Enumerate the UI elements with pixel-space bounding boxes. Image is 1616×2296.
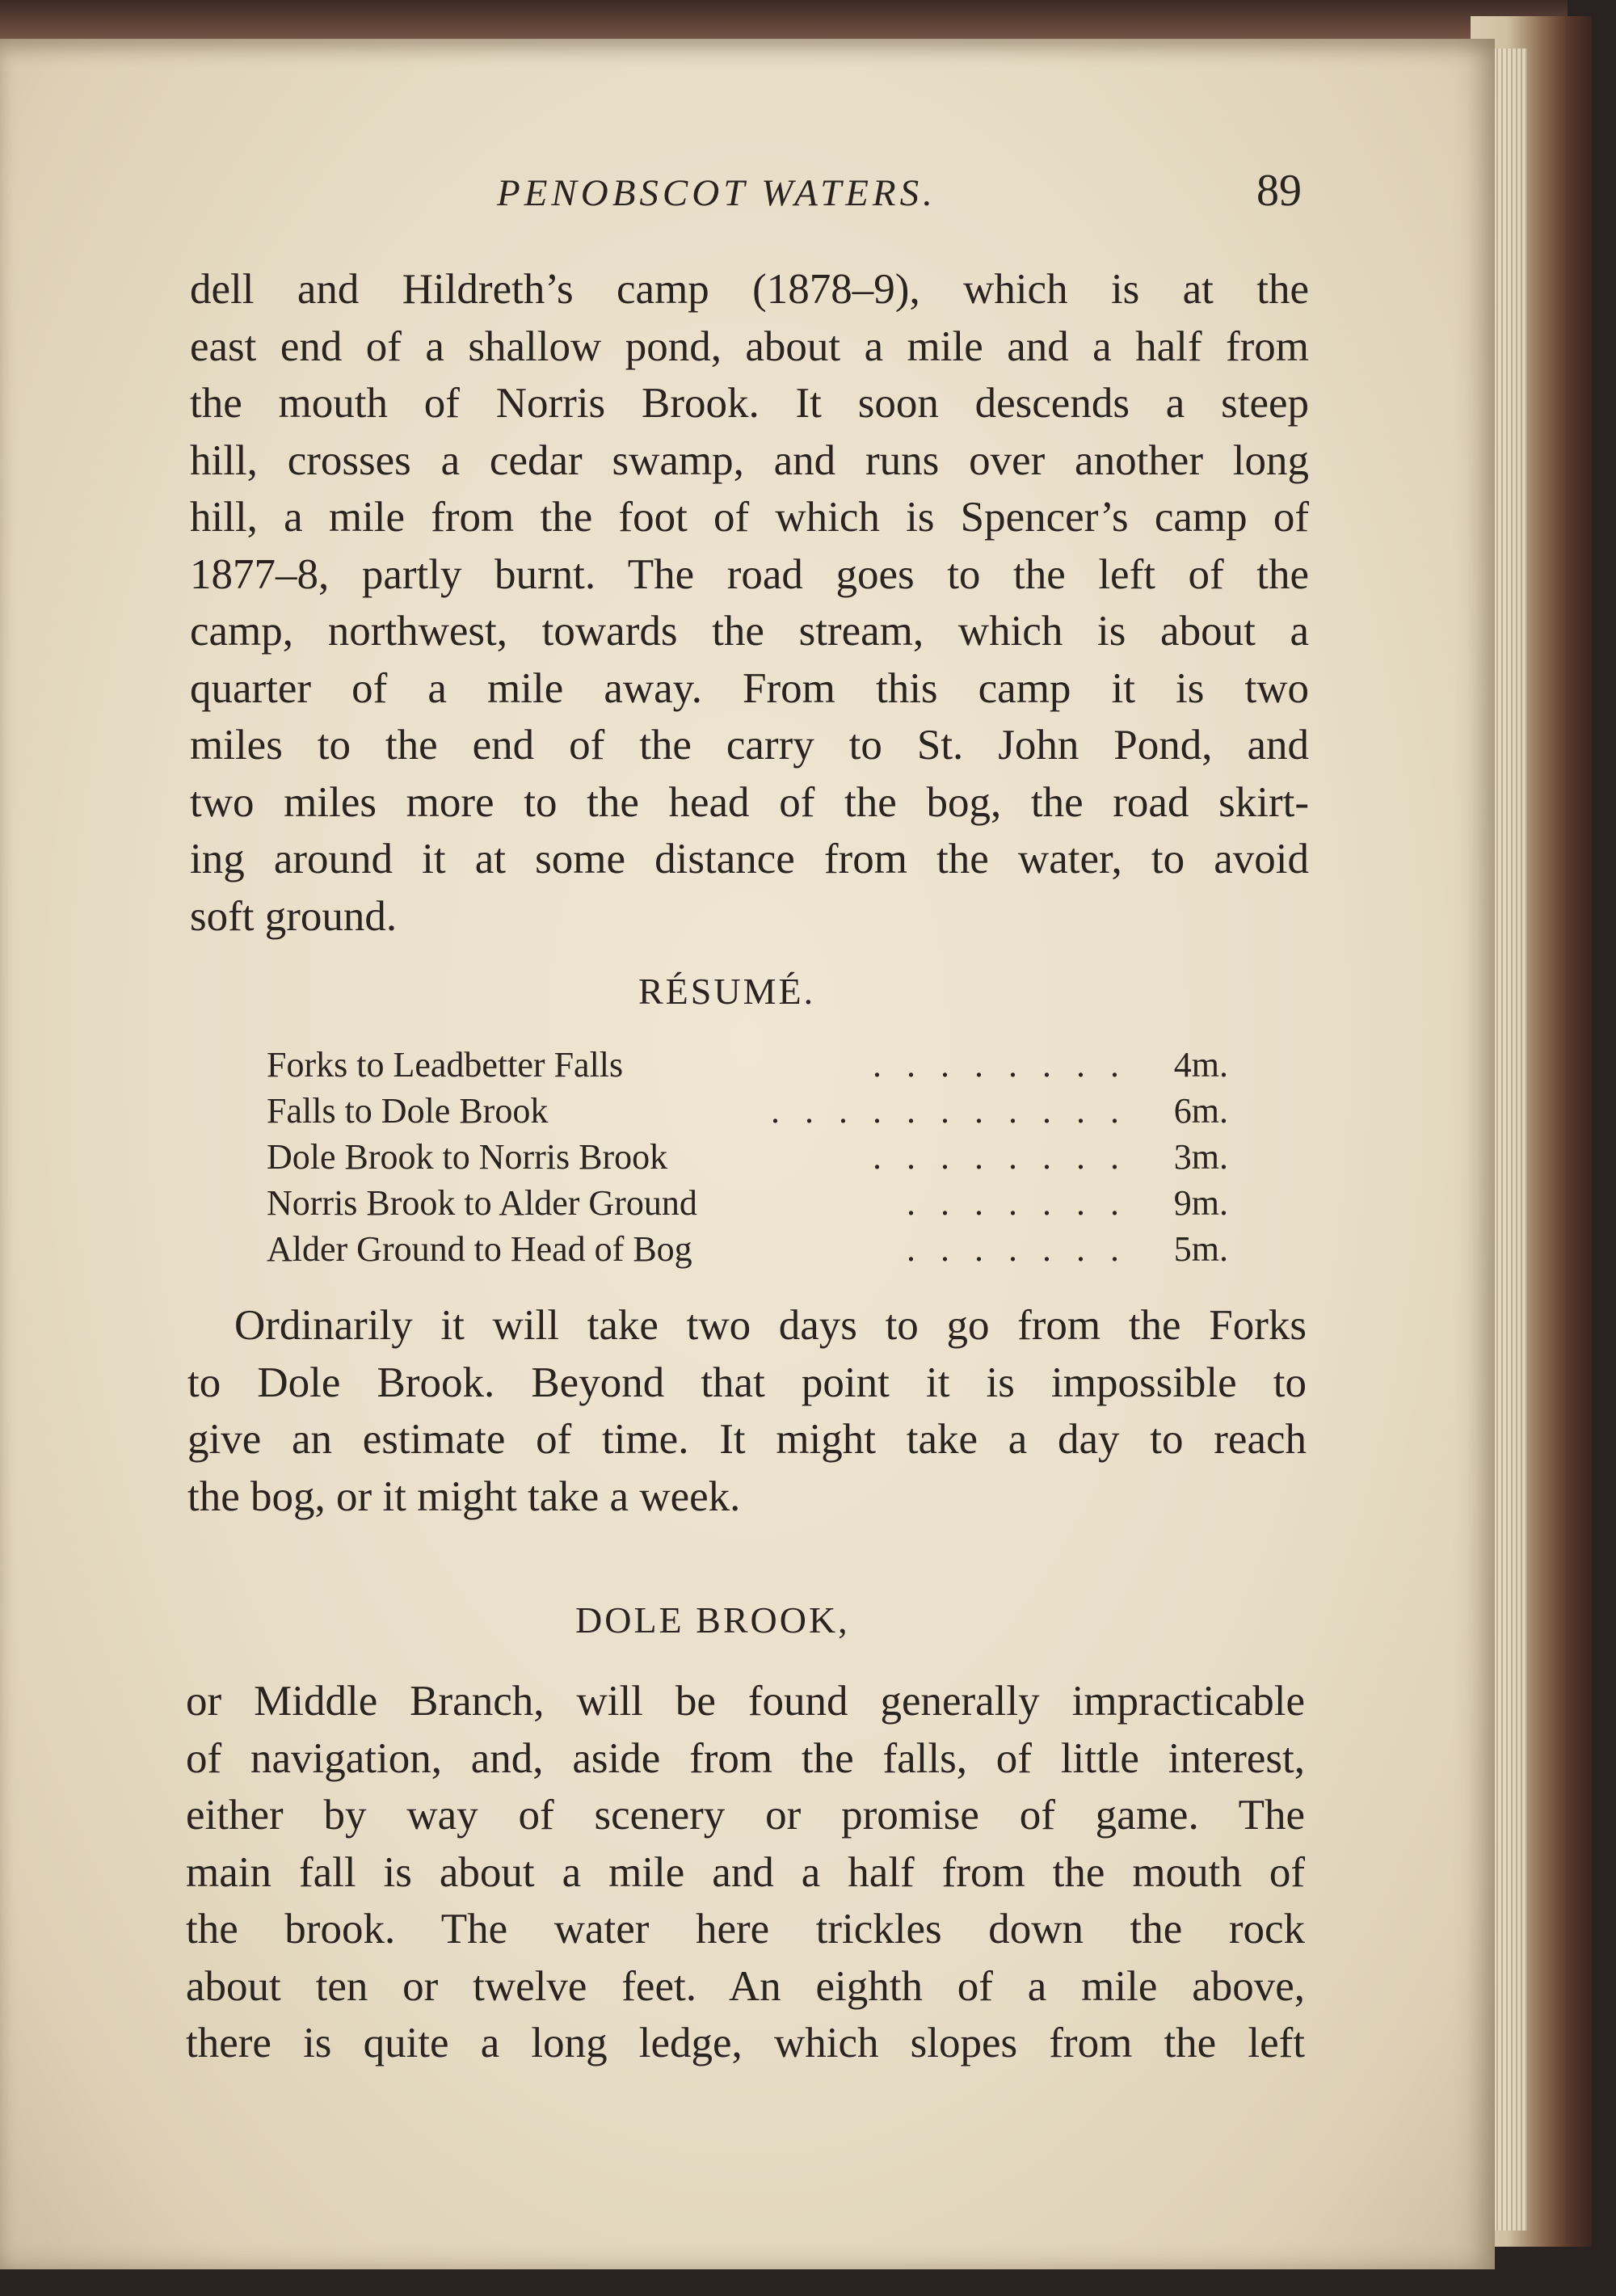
leader-dots: . . . . . . . [907, 1183, 1127, 1223]
text-line: 1877–8, partly burnt. The road goes to the left of the [190, 550, 1309, 598]
text-line: about ten or twelve feet. An eighth of a mile above, [186, 1962, 1305, 2010]
resume-row [267, 1090, 1228, 1136]
resume-route: Forks to Leadbetter Falls [267, 1045, 624, 1085]
resume-row [267, 1136, 1228, 1182]
resume-table [267, 1044, 1228, 1274]
text-line: quarter of a mile away. From this camp it is two [190, 664, 1309, 712]
leader-dots: . . . . . . . . [873, 1137, 1127, 1177]
resume-route: Alder Ground to Head of Bog [267, 1229, 692, 1269]
running-head: PENOBSCOT WATERS. [497, 172, 936, 214]
leader-dots: . . . . . . . [907, 1229, 1127, 1269]
paragraph-3 [186, 1673, 1305, 2072]
text-line: Ordinarily it will take two days to go from the Forks [234, 1302, 1307, 1349]
text-line: the mouth of Norris Brook. It soon descends a steep [190, 380, 1309, 427]
resume-row [267, 1044, 1228, 1090]
text-line: two miles more to the head of the bog, the road skirt- [190, 778, 1309, 826]
resume-distance: 9m. [1173, 1183, 1228, 1223]
text-line: east end of a shallow pond, about a mile and a half from [190, 322, 1309, 370]
resume-route: Falls to Dole Brook [267, 1091, 549, 1131]
resume-route: Norris Brook to Alder Ground [267, 1183, 697, 1223]
text-line: the bog, or it might take a week. [187, 1472, 741, 1520]
text-line: camp, northwest, towards the stream, which is about a [190, 608, 1309, 655]
paragraph-1 [190, 261, 1309, 945]
text-line: main fall is about a mile and a half from the mouth of [186, 1848, 1305, 1896]
leader-dots: . . . . . . . . . . . [771, 1091, 1127, 1131]
text-line: hill, crosses a cedar swamp, and runs over another long [190, 436, 1309, 484]
text-line: there is quite a long ledge, which slopes from the left [186, 2020, 1305, 2066]
paragraph-2 [187, 1297, 1307, 1525]
text-line: give an estimate of time. It might take a day to reach [187, 1416, 1307, 1463]
resume-distance: 3m. [1173, 1137, 1228, 1177]
resume-distance: 4m. [1173, 1045, 1228, 1085]
text-line: the brook. The water here trickles down the rock [186, 1906, 1305, 1953]
resume-heading: RÉSUMÉ. [638, 971, 816, 1012]
text-line: of navigation, and, aside from the falls, of little interest, [186, 1734, 1305, 1782]
resume-distance: 6m. [1173, 1091, 1228, 1131]
leader-dots: . . . . . . . . [873, 1045, 1127, 1085]
resume-distance: 5m. [1173, 1229, 1228, 1269]
text-line: to Dole Brook. Beyond that point it is impossible to [187, 1359, 1307, 1406]
text-line: hill, a mile from the foot of which is Spencer’s camp of [190, 494, 1309, 541]
text-line: dell and Hildreth’s camp (1878–9), which is at the [190, 266, 1309, 313]
resume-row [267, 1228, 1228, 1274]
page-number: 89 [1256, 166, 1302, 216]
resume-route: Dole Brook to Norris Brook [267, 1137, 668, 1177]
text-line: or Middle Branch, will be found generally impracticable [186, 1678, 1305, 1725]
resume-row [267, 1182, 1228, 1228]
text-line: ing around it at some distance from the water, to avoid [190, 836, 1309, 883]
text-line: soft ground. [190, 892, 398, 940]
text-line: miles to the end of the carry to St. John Pond, and [190, 722, 1309, 769]
dole-brook-heading: DOLE BROOK, [575, 1599, 850, 1641]
text-line: either by way of scenery or promise of game. The [186, 1792, 1305, 1839]
